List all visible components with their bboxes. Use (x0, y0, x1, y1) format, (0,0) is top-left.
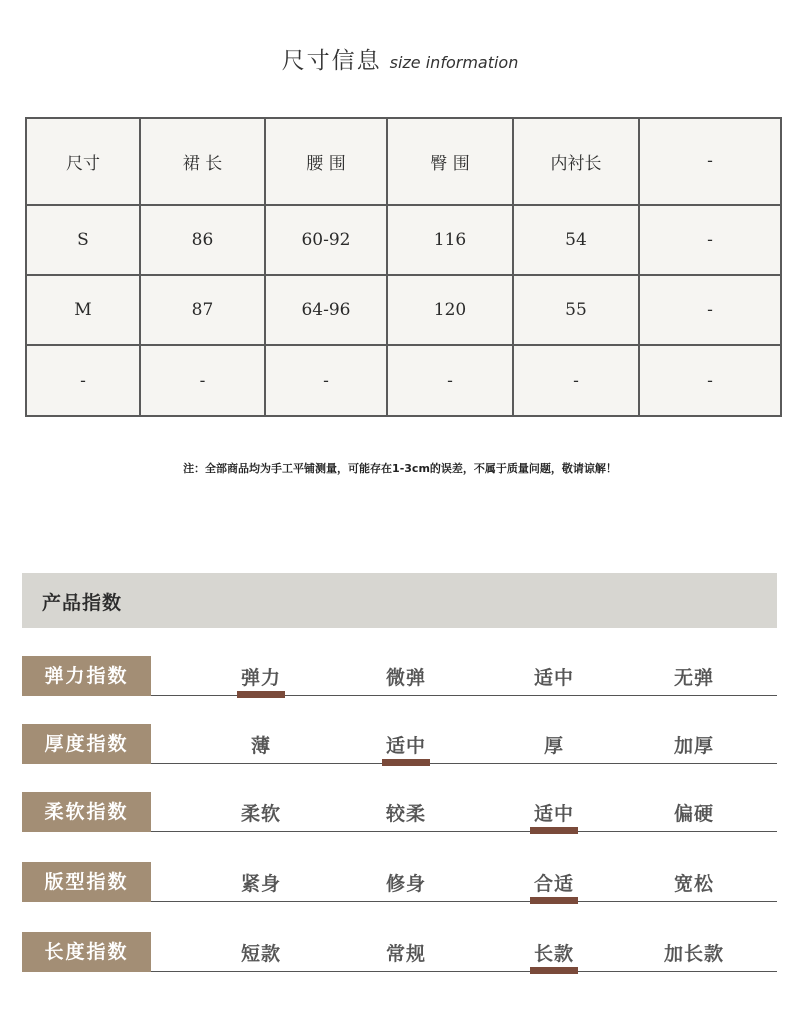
table-cell: 116 (387, 205, 513, 275)
table-cell: - (26, 345, 140, 416)
index-row (22, 656, 777, 696)
table-cell: - (140, 345, 265, 416)
header-cell: 腰 围 (265, 118, 387, 205)
page-title (0, 42, 800, 75)
table-cell: 87 (140, 275, 265, 345)
index-option-selected: 适中 (533, 803, 574, 825)
index-option-selected: 弹力 (240, 667, 281, 689)
table-cell: - (639, 345, 781, 416)
table-cell: - (639, 275, 781, 345)
index-divider-line (151, 831, 777, 832)
header-cell: - (639, 118, 781, 205)
header-cell: 裙 长 (140, 118, 265, 205)
selected-marker (382, 759, 430, 766)
index-row (22, 724, 777, 764)
table-row (26, 275, 781, 345)
index-row (22, 792, 777, 832)
index-option: 无弹 (673, 667, 714, 689)
index-option: 微弹 (385, 667, 426, 689)
index-option: 紧身 (240, 873, 281, 895)
table-cell: 60-92 (265, 205, 387, 275)
selected-marker (530, 827, 578, 834)
index-row (22, 932, 777, 972)
table-header-row (26, 118, 781, 205)
table-cell: - (513, 345, 639, 416)
table-cell: - (265, 345, 387, 416)
index-option-selected: 合适 (533, 873, 574, 895)
index-option: 加长款 (663, 943, 724, 965)
index-divider-line (151, 763, 777, 764)
table-cell: - (639, 205, 781, 275)
table-cell: S (26, 205, 140, 275)
index-option-selected: 长款 (533, 943, 574, 965)
index-option-selected: 适中 (385, 735, 426, 757)
index-option: 修身 (385, 873, 426, 895)
index-option: 适中 (533, 667, 574, 689)
table-row (26, 205, 781, 275)
table-cell: 55 (513, 275, 639, 345)
index-label: 柔软指数 (22, 792, 151, 832)
index-label: 弹力指数 (22, 656, 151, 696)
index-divider-line (151, 901, 777, 902)
size-table (25, 117, 782, 417)
index-option: 宽松 (673, 873, 714, 895)
index-option: 偏硬 (673, 803, 714, 825)
product-index-title: 产品指数 (42, 592, 123, 614)
title-en: size information (389, 53, 519, 72)
index-option: 薄 (250, 735, 271, 757)
table-cell: - (387, 345, 513, 416)
header-cell: 内衬长 (513, 118, 639, 205)
index-option: 较柔 (385, 803, 426, 825)
header-cell: 尺寸 (26, 118, 140, 205)
table-cell: 86 (140, 205, 265, 275)
index-label: 版型指数 (22, 862, 151, 902)
title-zh: 尺寸信息 (281, 48, 382, 74)
table-cell: M (26, 275, 140, 345)
selected-marker (530, 897, 578, 904)
index-option: 加厚 (673, 735, 714, 757)
measurement-note: 注：全部商品均为手工平铺测量，可能存在1-3cm的误差，不属于质量问题，敬请谅解！ (183, 462, 617, 475)
product-index-header (22, 573, 777, 628)
table-row (26, 345, 781, 416)
selected-marker (530, 967, 578, 974)
index-option: 柔软 (240, 803, 281, 825)
index-option: 常规 (385, 943, 426, 965)
table-cell: 64-96 (265, 275, 387, 345)
index-option: 短款 (240, 943, 281, 965)
header-cell: 臀 围 (387, 118, 513, 205)
selected-marker (237, 691, 285, 698)
table-cell: 120 (387, 275, 513, 345)
index-label: 厚度指数 (22, 724, 151, 764)
index-divider-line (151, 971, 777, 972)
index-option: 厚 (543, 735, 564, 757)
table-cell: 54 (513, 205, 639, 275)
index-row (22, 862, 777, 902)
index-label: 长度指数 (22, 932, 151, 972)
